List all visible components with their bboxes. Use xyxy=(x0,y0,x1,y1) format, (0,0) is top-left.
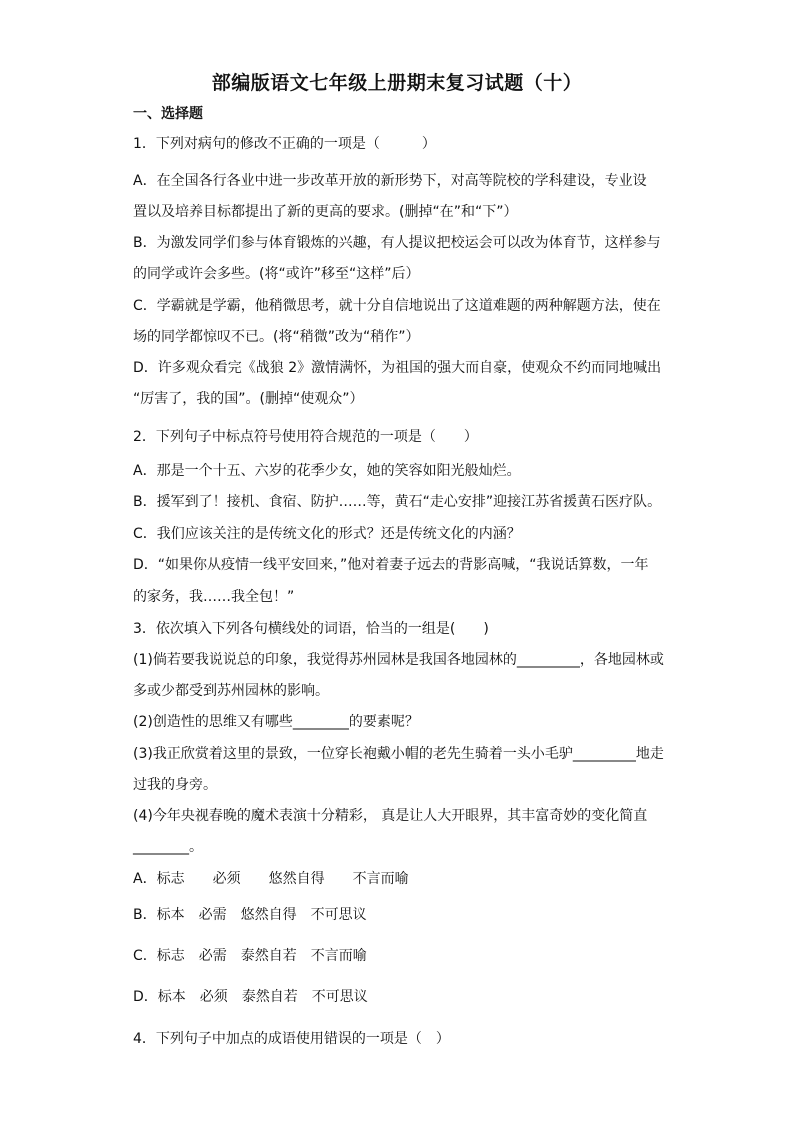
question-1-option-a-cont: 置以及培养目标都提出了新的更高的要求。(删掉“在”和“下”） xyxy=(133,204,518,220)
question-3-item-1-cont: 多或少都受到苏州园林的影响。 xyxy=(133,683,329,699)
question-4-stem: 4．下列句子中加点的成语使用错误的一项是（ ） xyxy=(133,1031,450,1047)
question-3-option-d: D．标本 必须 泰然自若 不可思议 xyxy=(133,989,368,1005)
question-3-item-4: (4)今年央视春晚的魔术表演十分精彩， 真是让人大开眼界，其丰富奇妙的变化简直 xyxy=(133,808,648,824)
question-2-option-b: B．援军到了！接机、食宿、防护……等，黄石“走心安排”迎接江苏省援黄石医疗队。 xyxy=(133,494,662,510)
question-1-option-c: C．学霸就是学霸，他稍微思考，就十分自信地说出了这道难题的两种解题方法，使在 xyxy=(133,298,661,314)
question-2-stem: 2．下列句子中标点符号使用符合规范的一项是（ ） xyxy=(133,429,478,445)
question-2-option-c: C．我们应该关注的是传统文化的形式？还是传统文化的内涵？ xyxy=(133,526,521,542)
page-title: 部编版语文七年级上册期末复习试题（十） xyxy=(211,72,583,94)
question-3-option-b: B．标本 必需 悠然自得 不可思议 xyxy=(133,907,367,923)
question-3-item-2: (2)创造性的思维又有哪些________的要素呢？ xyxy=(133,714,419,730)
question-1-stem: 1．下列对病句的修改不正确的一项是（ ） xyxy=(133,136,436,152)
question-2-option-d-cont: 的家务，我……我全包！” xyxy=(133,589,295,605)
question-3-item-4-cont: ________。 xyxy=(133,839,203,855)
question-3-option-a: A．标志 必须 悠然自得 不言而喻 xyxy=(133,871,409,887)
question-1-option-a: A．在全国各行各业中进一步改革开放的新形势下，对高等院校的学科建设，专业设 xyxy=(133,173,647,189)
question-3-item-3-cont: 过我的身旁。 xyxy=(133,777,217,793)
question-1-option-b: B．为激发同学们参与体育锻炼的兴趣，有人提议把校运会可以改为体育节，这样参与 xyxy=(133,235,661,251)
question-1-option-c-cont: 场的同学都惊叹不已。(将“稍微”改为“稍作”） xyxy=(133,329,420,345)
question-1-option-d-cont: “厉害了，我的国”。(删掉“使观众”） xyxy=(133,391,364,407)
question-1-option-b-cont: 的同学或许会多些。(将“或许”移至“这样”后） xyxy=(133,266,420,282)
question-3-item-1: (1)倘若要我说说总的印象，我觉得苏州园林是我国各地园林的_________，各地园林或 xyxy=(133,652,664,668)
question-2-option-d: D．“如果你从疫情一线平安回来，”他对着妻子远去的背影高喊，“我说话算数，一年 xyxy=(133,557,649,573)
question-1-option-d: D．许多观众看完《战狼 2》激情满怀，为祖国的强大而自豪，使观众不约而同地喊出 xyxy=(133,360,662,376)
section-heading: 一、选择题 xyxy=(133,106,203,122)
question-3-stem: 3．依次填入下列各句横线处的词语，恰当的一组是( ) xyxy=(133,621,489,637)
question-3-item-3: (3)我正欣赏着这里的景致，一位穿长袍戴小帽的老先生骑着一头小毛驴_________地走 xyxy=(133,746,664,762)
question-3-option-c: C．标志 必需 泰然自若 不言而喻 xyxy=(133,948,367,964)
question-2-option-a: A．那是一个十五、六岁的花季少女，她的笑容如阳光般灿烂。 xyxy=(133,463,521,479)
